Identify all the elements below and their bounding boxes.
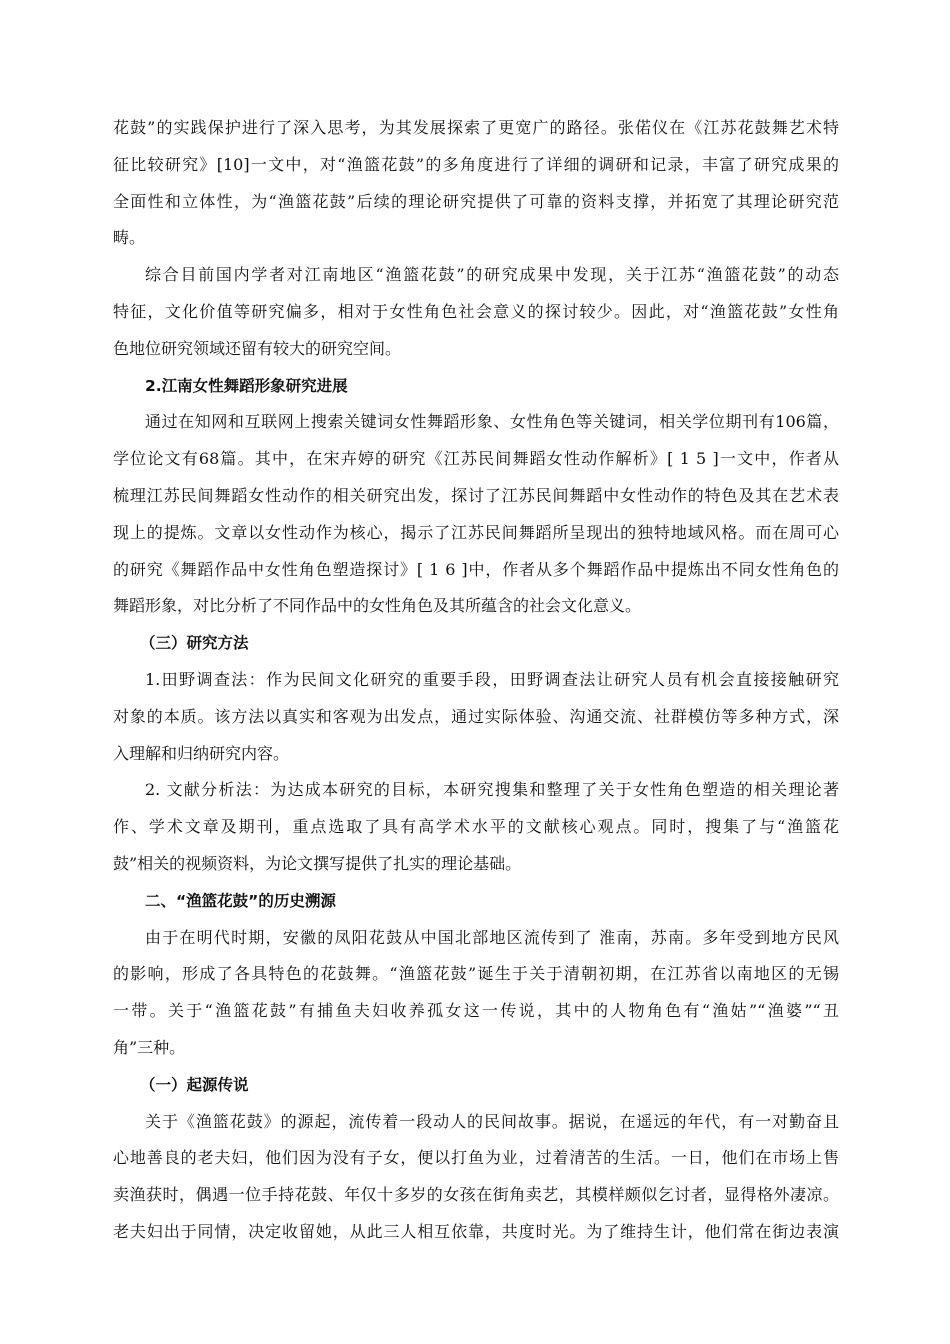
text-line: 2. 文献分析法：为达成本研究的目标，本研究搜集和整理了关于女性角色塑造的相关理论著 [145,780,839,800]
paragraph [113,662,839,772]
text-line: 关于《渔篮花鼓》的源起，流传着一段动人的民间故事。据说，在遥远的年代，有一对勤奋且 [145,1111,839,1131]
paragraph [113,1104,839,1251]
text-line: 对象的本质。该方法以真实和客观为出发点，通过实际体验、沟通交流、社群模仿等多种方式，深 [113,706,839,726]
paragraph [113,110,839,257]
text-line: 的影响，形成了各具特色的花鼓舞。“渔篮花鼓”诞生于关于清朝初期，在江苏省以南地区的无锡 [113,964,839,984]
paragraph [113,772,839,882]
text-line: 一带。关于“渔篮花鼓”有捕鱼夫妇收养孤女这一传说，其中的人物角色有“渔姑”“渔婆”“丑 [113,1001,839,1021]
heading-text: （三）研究方法 [140,634,249,653]
text-line: 入理解和归纳研究内容。 [113,743,290,763]
text-line: 角”三种。 [113,1037,186,1057]
text-line: 老夫妇出于同情，决定收留她，从此三人相互依靠，共度时光。为了维持生计，他们常在街边表演 [113,1221,839,1241]
text-line: 梳理江苏民间舞蹈女性动作的相关研究出发，探讨了江苏民间舞蹈中女性动作的特色及其在艺术表 [113,485,839,505]
text-line: 由于在明代时期，安徽的凤阳花鼓从中国北部地区流传到了 淮南，苏南。多年受到地方民风 [145,927,839,947]
text-line: 作、学术文章及期刊，重点选取了具有高学术水平的文献核心观点。同时，搜集了与“渔篮花 [113,817,839,837]
text-line: 特征，文化价值等研究偏多，相对于女性角色社会意义的探讨较少。因此，对“渔篮花鼓”女性角 [113,301,839,321]
text-line: 的研究《舞蹈作品中女性角色塑造探讨》[ 1 6 ]中，作者从多个舞蹈作品中提炼出不同女性角色的 [113,559,839,579]
text-line: 舞蹈形象，对比分析了不同作品中的女性角色及其所蕴含的社会文化意义。 [113,596,642,616]
text-line: 色地位研究领域还留有较大的研究空间。 [113,338,402,358]
text-line: 征比较研究》[10]一文中，对“渔篮花鼓”的多角度进行了详细的调研和记录，丰富了研究成果的 [113,154,839,174]
heading-text: （一）起源传说 [140,1075,249,1094]
text-line: 全面性和立体性，为“渔篮花鼓”后续的理论研究提供了可靠的资料支撑，并拓宽了其理论研究范 [113,191,839,211]
section-heading [113,368,839,405]
heading-text: 2.江南女性舞蹈形象研究进展 [145,376,348,395]
paragraph [113,404,839,625]
paragraph [113,257,839,367]
paragraph [113,920,839,1067]
text-line: 畴。 [113,228,146,248]
text-line: 心地善良的老夫妇，他们因为没有子女，便以打鱼为业，过着清苦的生活。一日，他们在市场上售 [113,1148,839,1168]
section-heading [113,883,839,920]
heading-text: 二、“渔篮花鼓”的历史溯源 [145,891,336,910]
section-heading [113,1067,839,1104]
section-heading [113,625,839,662]
document-body [113,110,839,1251]
text-line: 鼓”相关的视频资料，为论文撰写提供了扎实的理论基础。 [113,853,522,873]
text-line: 学位论文有68篇。其中，在宋卉婷的研究《江苏民间舞蹈女性动作解析》[ 1 5 ]一文中，作者从 [113,449,839,469]
text-line: 通过在知网和互联网上搜索关键词女性舞蹈形象、女性角色等关键词，相关学位期刊有106篇， [145,412,839,432]
text-line: 1.田野调查法：作为民间文化研究的重要手段，田野调查法让研究人员有机会直接接触研究 [145,669,839,689]
text-line: 卖渔获时，偶遇一位手持花鼓、年仅十多岁的女孩在街角卖艺，其模样颇似乞讨者，显得格外凄凉。 [113,1185,839,1205]
text-line: 综合目前国内学者对江南地区“渔篮花鼓”的研究成果中发现，关于江苏“渔篮花鼓”的动态 [145,265,839,285]
text-line: 现上的提炼。文章以女性动作为核心，揭示了江苏民间舞蹈所呈现出的独特地域风格。而在周可心 [113,522,839,542]
text-line: 花鼓”的实践保护进行了深入思考，为其发展探索了更宽广的路径。张偌仪在《江苏花鼓舞艺术特 [113,118,839,137]
